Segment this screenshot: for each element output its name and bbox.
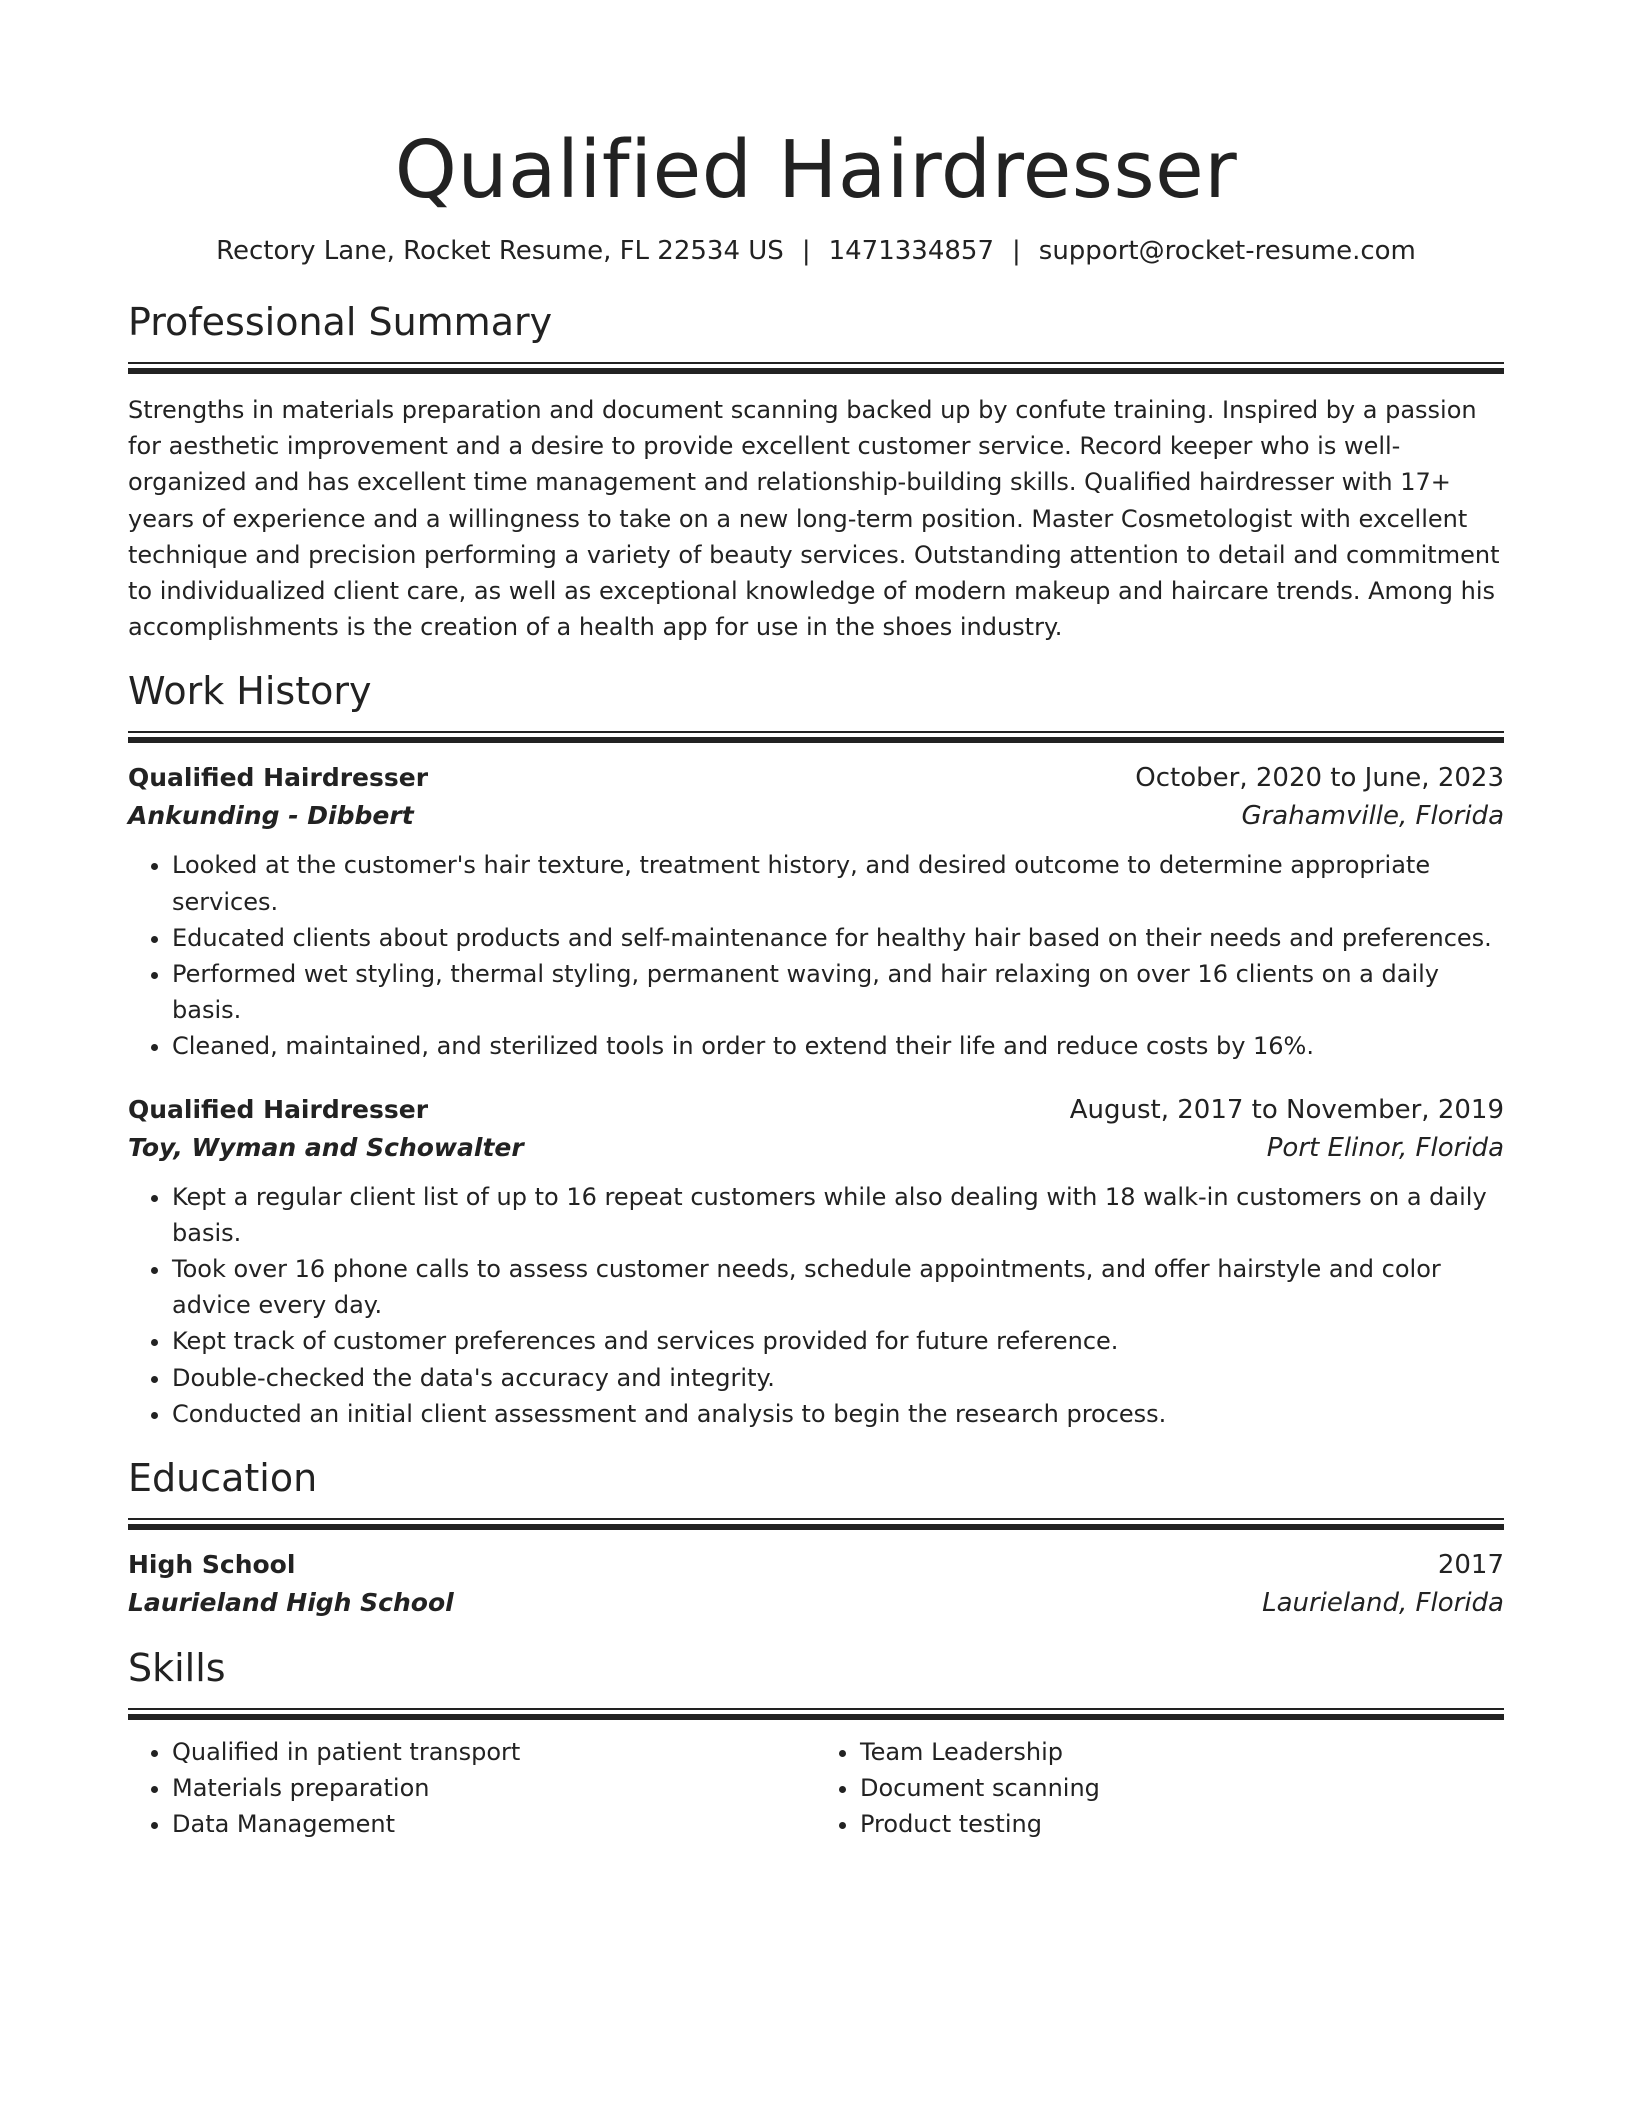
contact-address: Rectory Lane, Rocket Resume, FL 22534 US: [216, 236, 784, 266]
skills-list-right: [816, 1734, 1504, 1843]
job-location: Port Elinor, Florida: [1266, 1132, 1504, 1163]
job-bullets: [128, 1179, 1504, 1432]
job-company: Toy, Wyman and Schowalter: [128, 1132, 524, 1162]
contact-separator: |: [801, 236, 811, 266]
work-history-section: [128, 667, 1504, 1432]
list-item: • Conducted an initial client assessment and analysis to begin the research process.: [172, 1396, 1504, 1432]
education-school: Laurieland High School: [128, 1588, 454, 1618]
job-title: Qualified Hairdresser: [128, 763, 429, 793]
job-title: Qualified Hairdresser: [128, 1094, 429, 1124]
section-divider: [128, 362, 1504, 374]
section-title-education: Education: [128, 1456, 318, 1501]
education-degree: High School: [128, 1550, 296, 1580]
resume-name: Qualified Hairdresser: [394, 124, 1238, 216]
resume-page: [128, 0, 1504, 1843]
job-bullets: [128, 847, 1504, 1064]
section-title-skills: Skills: [128, 1646, 226, 1691]
skill-item: • Team Leadership: [860, 1734, 1504, 1770]
job-entry: [128, 759, 1504, 1064]
skill-item: • Product testing: [860, 1806, 1504, 1842]
contact-separator: |: [1012, 236, 1021, 266]
list-item: • Looked at the customer's hair texture, treatment history, and desired outcome to determine appropriate services.: [172, 847, 1504, 919]
job-company: Ankunding - Dibbert: [128, 801, 414, 831]
list-item: • Kept a regular client list of up to 16 repeat customers while also dealing with 18 walk-in customers on a daily basis.: [172, 1179, 1504, 1251]
skill-item: • Qualified in patient transport: [172, 1734, 816, 1770]
job-entry: [128, 1091, 1504, 1432]
list-item: • Kept track of customer preferences and services provided for future reference.: [172, 1323, 1504, 1359]
summary-text: Strengths in materials preparation and document scanning backed up by confute training. Inspired by a passion for aesthetic improvement and a desire to provide excellent customer service. Record keeper who is well-organized and has excellent time management and relationship-building skills. Qualified hairdresser with 17+ years of experience and a willingness to take on a new long-term position. Master Cosmetologist with excellent technique and precision performing a variety of beauty services. Outstanding attention to detail and commitment to individualized client care, as well as exceptional knowledge of modern makeup and haircare trends. Among his accomplishments is the creation of a health app for use in the shoes industry.: [128, 396, 1500, 642]
contact-line: [128, 234, 1504, 268]
section-title-summary: Professional Summary: [128, 300, 553, 344]
section-title-work-history: Work History: [128, 669, 372, 714]
contact-email: support@rocket-resume.com: [1038, 236, 1416, 266]
education-location: Laurieland, Florida: [1262, 1588, 1504, 1619]
skill-item: • Data Management: [172, 1806, 816, 1842]
contact-phone: 1471334857: [828, 236, 995, 266]
skill-item: • Materials preparation: [172, 1770, 816, 1806]
education-section: [128, 1454, 1504, 1622]
section-divider: [128, 1708, 1504, 1720]
skill-item: • Document scanning: [860, 1770, 1504, 1806]
skills-columns: [128, 1734, 1504, 1843]
list-item: • Performed wet styling, thermal styling, permanent waving, and hair relaxing on over 16 clients on a daily basis.: [172, 956, 1504, 1028]
job-dates: August, 2017 to November, 2019: [1069, 1094, 1504, 1125]
list-item: • Took over 16 phone calls to assess customer needs, schedule appointments, and offer hairstyle and color advice every day.: [172, 1251, 1504, 1323]
job-location: Grahamville, Florida: [1241, 801, 1504, 832]
list-item: • Double-checked the data's accuracy and integrity.: [172, 1360, 1504, 1396]
education-entry: [128, 1546, 1504, 1622]
list-item: • Educated clients about products and self-maintenance for healthy hair based on their needs and preferences.: [172, 920, 1504, 956]
skills-list-left: [128, 1734, 816, 1843]
summary-section: [128, 298, 1504, 645]
job-dates: October, 2020 to June, 2023: [1135, 763, 1504, 794]
section-divider: [128, 1518, 1504, 1530]
education-year: 2017: [1437, 1550, 1504, 1581]
list-item: • Cleaned, maintained, and sterilized tools in order to extend their life and reduce costs by 16%.: [172, 1028, 1504, 1064]
section-divider: [128, 731, 1504, 743]
skills-section: [128, 1644, 1504, 1843]
